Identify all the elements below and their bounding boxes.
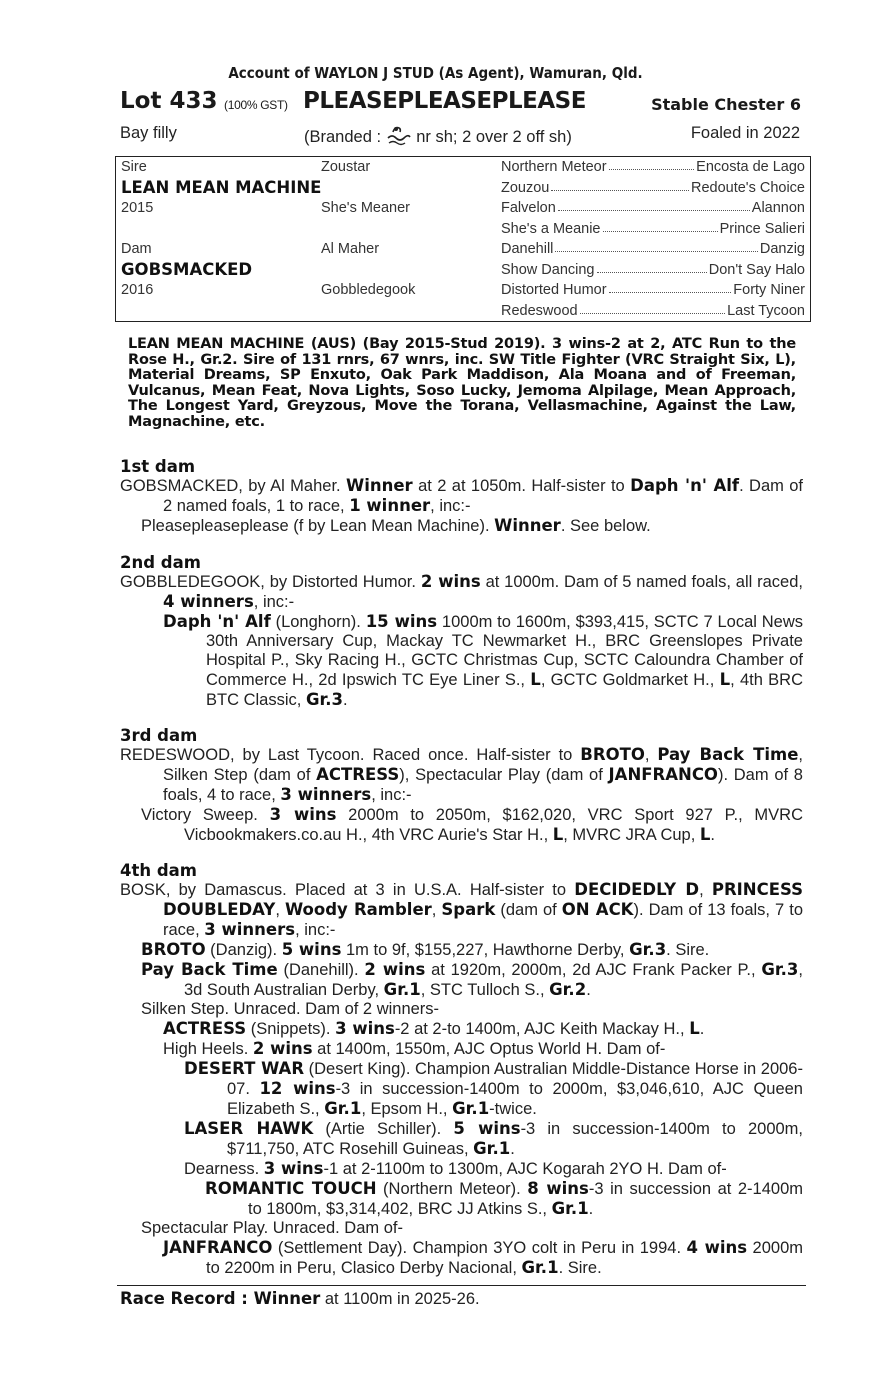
progeny-entry: ACTRESS (Snippets). 3 wins-2 at 2-to 1400m, AJC Keith Mackay H., L. bbox=[163, 1019, 705, 1038]
gen3-row: Distorted Humor Forty Niner bbox=[501, 282, 805, 299]
progeny-entry: Silken Step. Unraced. Dam of 2 winners- bbox=[141, 1000, 440, 1018]
lot-line bbox=[120, 86, 805, 118]
second-dam-section bbox=[120, 553, 803, 710]
third-dam-section bbox=[120, 726, 803, 845]
dam-paragraph: BOSK, by Damascus. Placed at 3 in U.S.A. Half-sister to DECIDEDLY D, PRINCESS DOUBLEDAY, Woody Rambler, Spark (dam of ON ACK). Dam of 13 foals, 7 to race, 3 winners, inc:- bbox=[120, 880, 804, 939]
progeny-entry: Pay Back Time (Danehill). 2 wins at 1920m, 2000m, 2d AJC Frank Packer P., Gr.3, 3d South Australian Derby, Gr.1, STC Tulloch S., Gr.2. bbox=[141, 960, 803, 999]
dam-dam: Gobbledegook bbox=[321, 282, 416, 299]
section-heading: 3rd dam bbox=[120, 726, 198, 745]
progeny-entry: DESERT WAR (Desert King). Champion Australian Middle-Distance Horse in 2006-07. 12 wins-3 in succession-1400m to 2000m, $3,046,610, AJC Queen Elizabeth S., Gr.1, Epsom H., Gr.1-twice. bbox=[184, 1059, 803, 1118]
brand-mark-icon bbox=[386, 124, 412, 146]
dam-name: GOBSMACKED bbox=[121, 260, 253, 280]
progeny-entry: ROMANTIC TOUCH (Northern Meteor). 8 wins-3 in succession at 2-1400m to 1800m, $3,314,402, BRC JJ Atkins S., Gr.1. bbox=[205, 1179, 804, 1218]
progeny-entry: Pleasepleaseplease (f by Lean Mean Machine). Winner. See below. bbox=[141, 516, 651, 535]
race-record: Race Record : Winner at 1100m in 2025-26. bbox=[120, 1289, 480, 1308]
gen3-row: Northern Meteor Encosta de Lago bbox=[501, 159, 805, 176]
horse-name: PLEASEPLEASEPLEASE bbox=[303, 88, 586, 114]
dam-year: 2016 bbox=[121, 282, 154, 299]
sire-dam: She's Meaner bbox=[321, 200, 411, 217]
gen3-row: She's a Meanie Prince Salieri bbox=[501, 220, 805, 237]
progeny-entry: Dearness. 3 wins-1 at 2-1100m to 1300m, AJC Kogarah 2YO H. Dam of- bbox=[184, 1159, 727, 1178]
gst-note: (100% GST) bbox=[224, 98, 288, 112]
sire-sire: Zoustar bbox=[321, 159, 371, 176]
dam-paragraph: GOBBLEDEGOOK, by Distorted Humor. 2 wins at 1000m. Dam of 5 named foals, all raced, 4 winners, inc:- bbox=[120, 572, 803, 611]
gen3-row: Danehill Danzig bbox=[501, 241, 805, 258]
gen3-row: Falvelon Alannon bbox=[501, 200, 805, 217]
progeny-entry: Daph 'n' Alf (Longhorn). 15 wins 1000m to 1600m, $393,415, SCTC 7 Local News 30th Anniversary Cup, Mackay TC Newmarket H., BRC Greenslopes Private Hospital P., Sky Racing H., GCTC Christmas Cup, SCTC Caloundra Chamber of Commerce H., 2d Ipswich TC Eye Liner S., L, GCTC Goldmarket H., L, 4th BRC BTC Classic, Gr.3. bbox=[163, 612, 804, 709]
first-dam-section bbox=[120, 457, 803, 536]
dam-sire: Al Maher bbox=[321, 241, 380, 258]
gen3-row: Zouzou Redoute's Choice bbox=[501, 179, 805, 196]
dam-paragraph: GOBSMACKED, by Al Maher. Winner at 2 at 1050m. Half-sister to Daph 'n' Alf. Dam of 2 named foals, 1 to race, 1 winner, inc:- bbox=[120, 476, 804, 515]
divider bbox=[117, 1285, 806, 1286]
sire-label: Sire bbox=[121, 159, 147, 176]
dam-label: Dam bbox=[121, 241, 152, 258]
dam-paragraph: REDESWOOD, by Last Tycoon. Raced once. Half-sister to BROTO, Pay Back Time, Silken Step (dam of ACTRESS), Spectacular Play (dam of JANFRANCO). Dam of 8 foals, 4 to race, 3 winners, inc:- bbox=[120, 745, 803, 804]
pedigree-table bbox=[115, 156, 811, 322]
brand-description bbox=[304, 124, 572, 147]
sex-colour: Bay filly bbox=[120, 124, 177, 142]
progeny-entry: BROTO (Danzig). 5 wins 1m to 9f, $155,227, Hawthorne Derby, Gr.3. Sire. bbox=[141, 940, 710, 959]
foaled-year: Foaled in 2022 bbox=[690, 124, 800, 142]
section-heading: 2nd dam bbox=[120, 553, 201, 572]
vendor-line: Account of WAYLON J STUD (As Agent), Wamuran, Qld. bbox=[228, 64, 643, 82]
brand-suffix: nr sh; 2 over 2 off sh) bbox=[416, 128, 572, 146]
brand-prefix: (Branded : bbox=[304, 128, 382, 146]
section-heading: 4th dam bbox=[120, 861, 197, 880]
fourth-dam-section bbox=[120, 861, 803, 1278]
section-heading: 1st dam bbox=[120, 457, 196, 476]
progeny-entry: JANFRANCO (Settlement Day). Champion 3YO colt in Peru in 1994. 4 wins 2000m to 2200m in Peru, Clasico Derby Nacional, Gr.1. Sire. bbox=[163, 1238, 803, 1277]
sire-year: 2015 bbox=[121, 200, 154, 217]
progeny-entry: Spectacular Play. Unraced. Dam of- bbox=[141, 1219, 403, 1237]
lot-number: Lot 433 bbox=[120, 88, 218, 114]
gen3-row: Redeswood Last Tycoon bbox=[501, 302, 805, 319]
sire-summary: LEAN MEAN MACHINE (AUS) (Bay 2015-Stud 2019). 3 wins-2 at 2, ATC Run to the Rose H., Gr.2. Sire of 131 rnrs, 67 wnrs, inc. SW Title Fighter (VRC Straight Six, L), Material Dreams, SP Enxuto, Oak Park Maddison, Ala Moana and of Freeman, Vulcanus, Mean Feat, Nova Lights, Soso Lucky, Jemoma Alpilage, Mean Approach, The Longest Yard, Greyzous, Move the Torana, Vellasmachine, Against the Law, Magnachine, etc. bbox=[128, 336, 796, 430]
progeny-entry: High Heels. 2 wins at 1400m, 1550m, AJC Optus World H. Dam of- bbox=[163, 1039, 666, 1058]
sire-name: LEAN MEAN MACHINE bbox=[121, 178, 322, 198]
stable-location: Stable Chester 6 bbox=[651, 95, 801, 114]
gen3-row: Show Dancing Don't Say Halo bbox=[501, 261, 805, 278]
progeny-entry: LASER HAWK (Artie Schiller). 5 wins-3 in succession-1400m to 2000m, $711,750, ATC Rosehill Guineas, Gr.1. bbox=[184, 1119, 803, 1158]
progeny-entry: Victory Sweep. 3 wins 2000m to 2050m, $162,020, VRC Sport 927 P., MVRC Vicbookmakers.co.au H., 4th VRC Aurie's Star H., L, MVRC JRA Cup, L. bbox=[141, 805, 803, 844]
